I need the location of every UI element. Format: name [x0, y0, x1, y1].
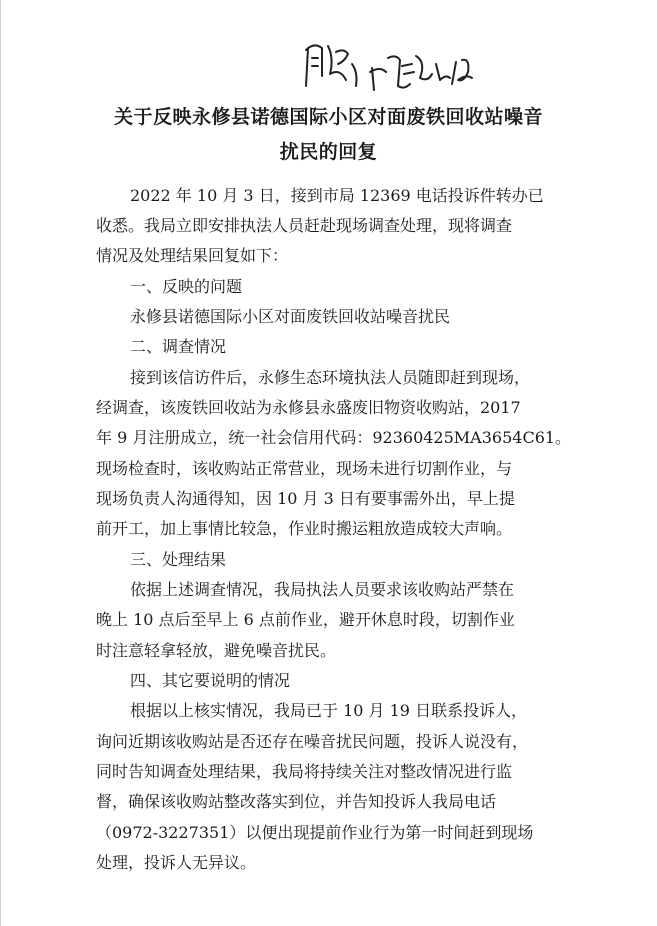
body-line: （0972-3227351）以便出现提前作业行为第一时间赶到现场	[96, 823, 534, 842]
body-line: 收悉。我局立即安排执法人员赶赴现场调查处理，现将调查	[96, 216, 513, 235]
body-line: 2022 年 10 月 3 日，接到市局 12369 电话投诉件转办已	[130, 186, 544, 205]
section-heading: 二、调查情况	[130, 337, 227, 356]
handwritten-signature	[300, 28, 490, 98]
body-line: 依据上述调查情况，我局执法人员要求该收购站严禁在	[130, 580, 515, 599]
body-line: 同时告知调查处理结果，我局将持续关注对整改情况进行监	[96, 762, 513, 781]
body-line: 现场检查时，该收购站正常营业，现场未进行切割作业，与	[96, 459, 513, 478]
section-heading: 三、处理结果	[130, 550, 227, 569]
body-line: 晚上 10 点后至早上 6 点前作业，避开休息时段，切割作业	[96, 610, 515, 629]
body-line: 年 9 月注册成立，统一社会信用代码：92360425MA3654C61。	[96, 428, 572, 447]
body-line: 时注意轻拿轻放，避免噪音扰民。	[96, 641, 337, 660]
body-line: 接到该信访件后，永修生态环境执法人员随即赶到现场，	[130, 368, 531, 387]
body-line: 根据以上核实情况，我局已于 10 月 19 日联系投诉人，	[130, 701, 528, 720]
body-line: 询问近期该收购站是否还存在噪音扰民问题，投诉人说没有，	[96, 732, 529, 751]
document-title-line-1: 关于反映永修县诺德国际小区对面废铁回收站噪音	[113, 106, 543, 128]
body-line: 情况及处理结果回复如下：	[96, 246, 289, 265]
body-line: 经调查，该废铁回收站为永修县永盛废旧物资收购站，2017	[96, 398, 521, 417]
section-heading: 一、反映的问题	[130, 277, 243, 296]
body-line: 处理，投诉人无异议。	[96, 853, 257, 872]
body-line: 前开工，加上事情比较急，作业时搬运粗放造成较大声响。	[96, 519, 513, 538]
section-heading: 四、其它要说明的情况	[130, 671, 291, 690]
document-title-line-2: 扰民的回复	[279, 141, 378, 163]
body-line: 永修县诺德国际小区对面废铁回收站噪音扰民	[130, 307, 451, 326]
body-line: 督，确保该收购站整改落实到位，并告知投诉人我局电话	[96, 792, 497, 811]
body-line: 现场负责人沟通得知，因 10 月 3 日有要事需外出，早上提	[96, 489, 515, 508]
